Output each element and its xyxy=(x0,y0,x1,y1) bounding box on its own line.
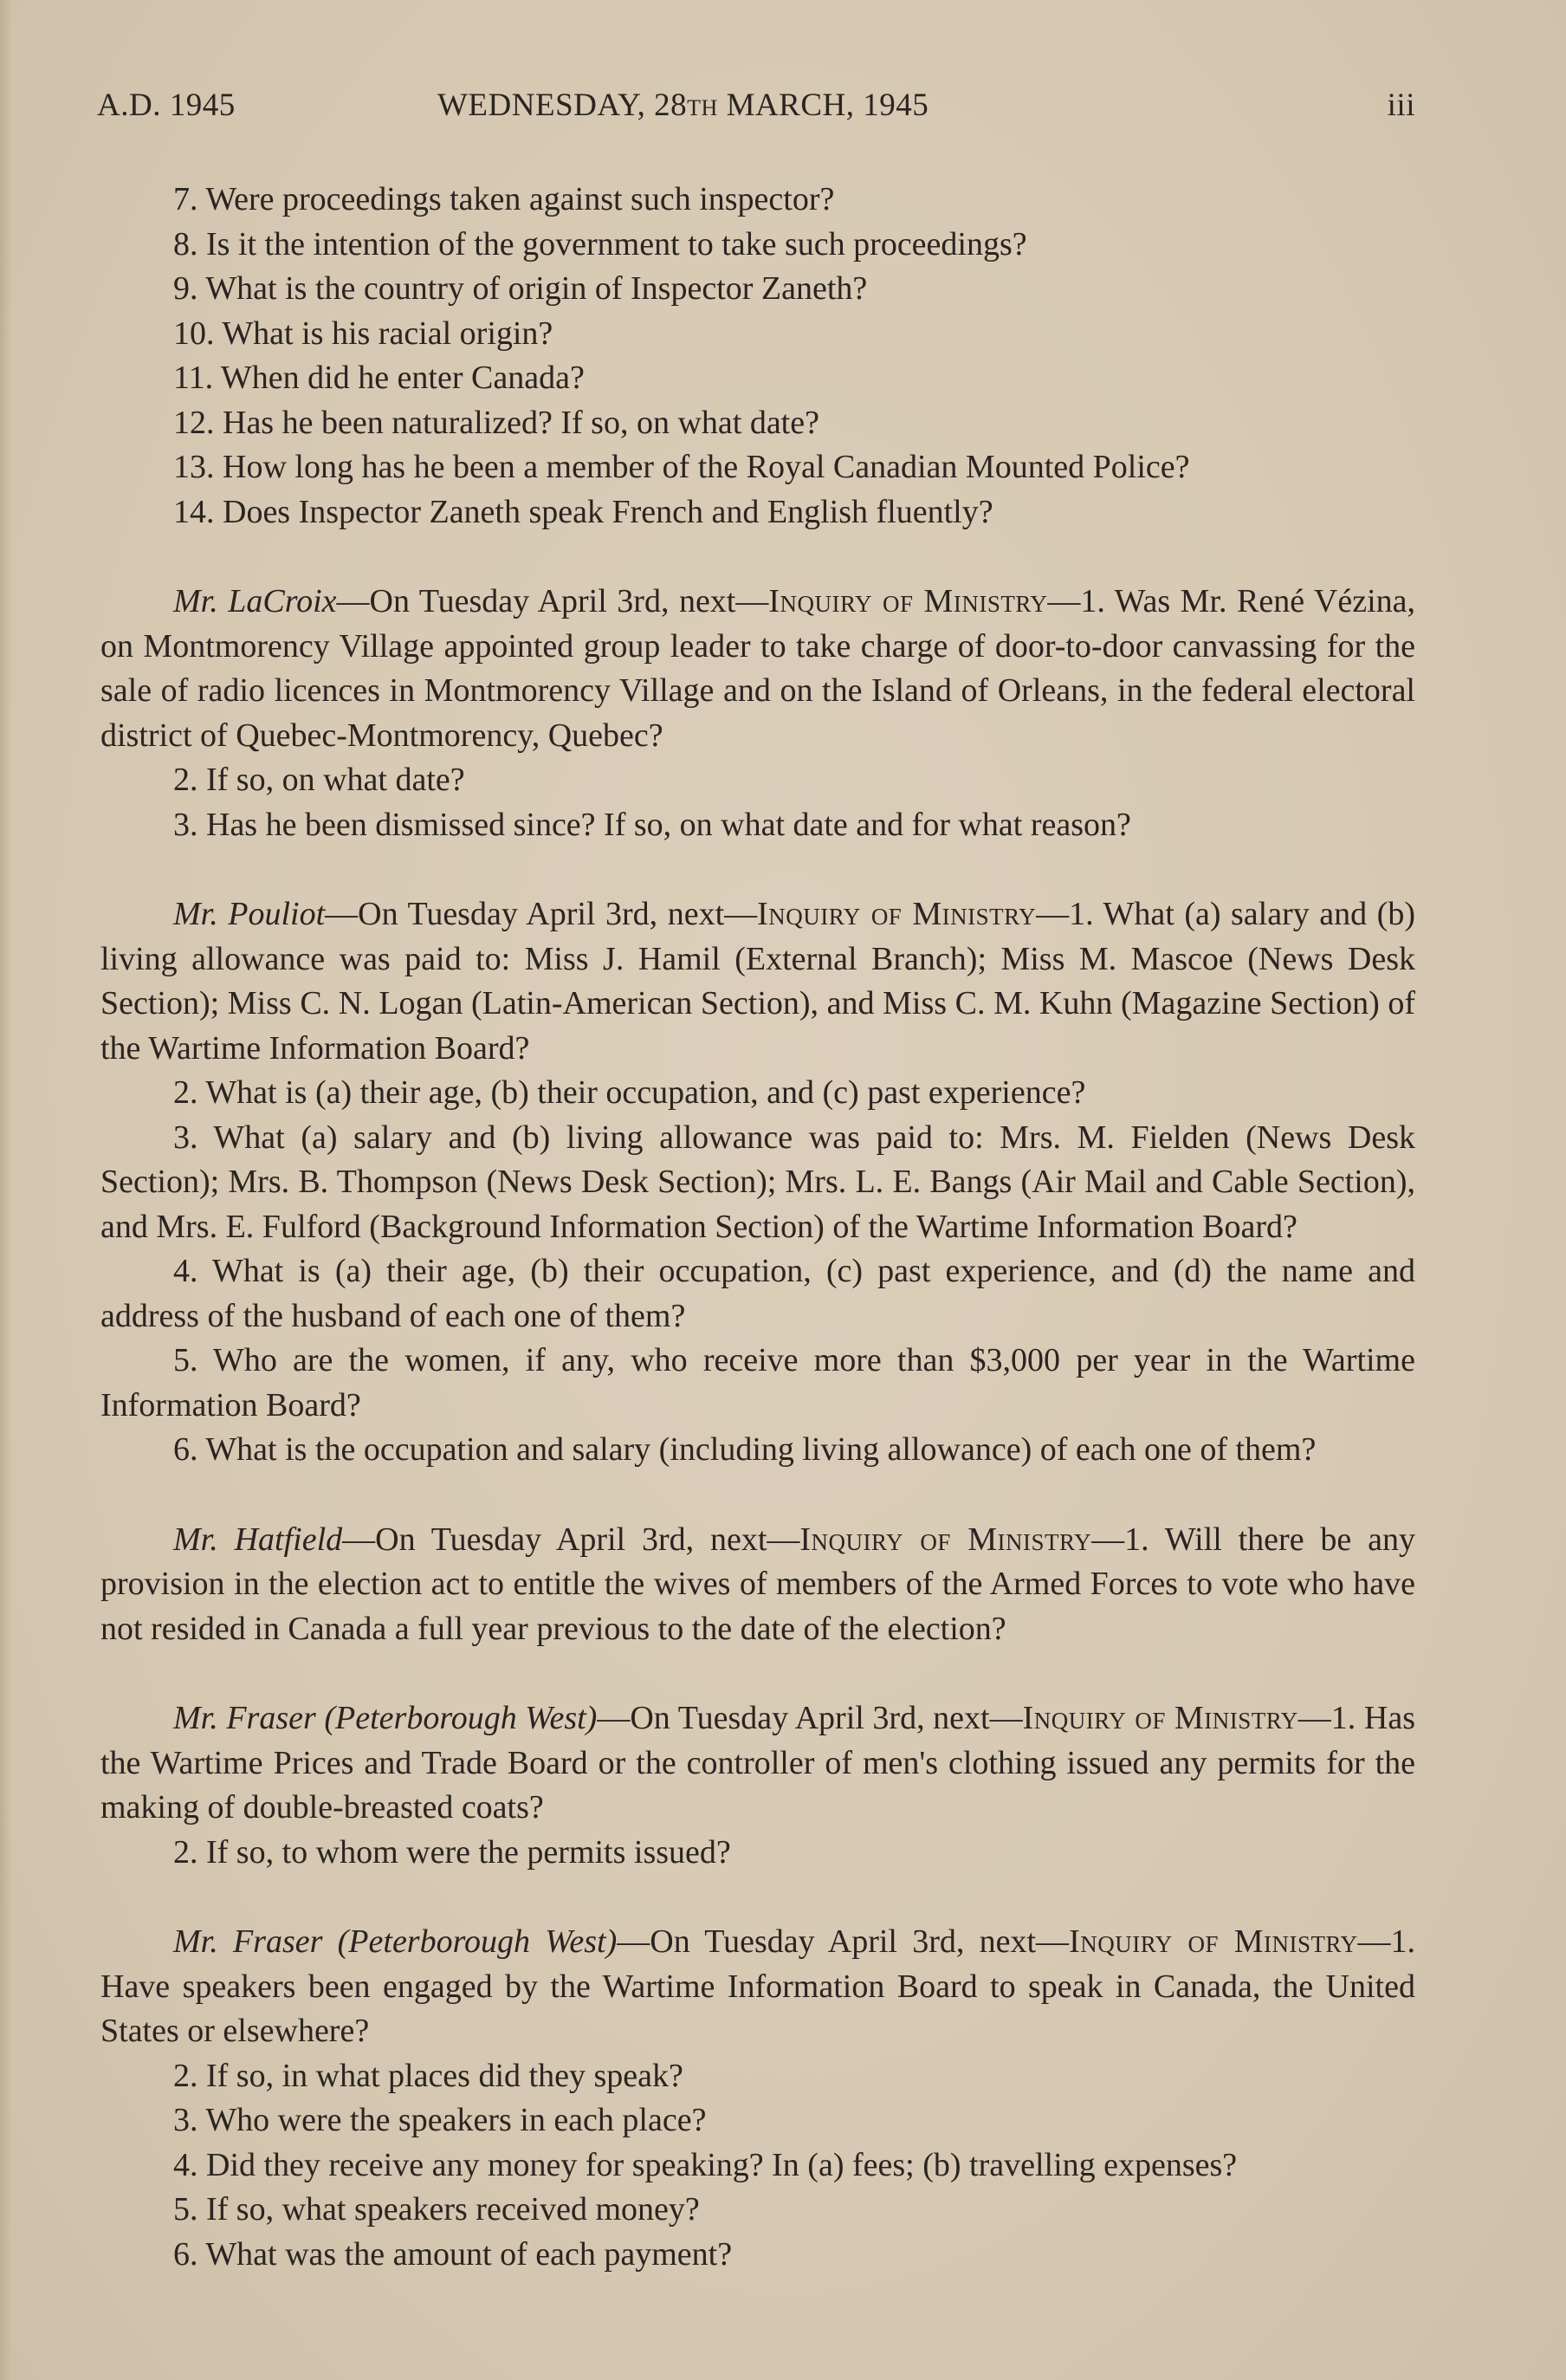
page-header xyxy=(97,87,1415,130)
inquiry-label: Inquiry of Ministry xyxy=(768,583,1048,619)
question-item: 8. Is it the intention of the government to take such proceedings? xyxy=(173,225,1027,263)
inquiry-intro: —On Tuesday April 3rd, next— xyxy=(336,583,769,619)
inquiry-text: —1. What (a) salary and (b) living allowance was paid to: Miss J. Hamil (External Branch); Miss M. Mascoe (News Desk Section); Miss C. N. Logan (Latin-American Section), and Miss C. M. Kuhn (Magazine Section) of the Wartime Information Board? xyxy=(100,896,1415,1067)
inquiry-block-fraser-2 xyxy=(100,1920,1415,2277)
inquiry-lead xyxy=(100,1696,1415,1831)
question-item: 7. Were proceedings taken against such inspector? xyxy=(173,181,835,217)
question-item: 3. Who were the speakers in each place? xyxy=(173,2102,707,2138)
question-item: 2. If so, in what places did they speak? xyxy=(173,2057,683,2094)
inquiry-text: —1. Was Mr. René Vézina, on Montmorency Village appointed group leader to take charge of door-to-door canvassing for the sale of radio licences in Montmorency Village and on the Island of Orleans, in the federal electoral district of Quebec-Montmorency, Quebec? xyxy=(100,583,1415,754)
inquiry-label: Inquiry of Ministry xyxy=(1069,1923,1358,1960)
inquiry-lead xyxy=(100,1518,1415,1652)
member-name: Mr. LaCroix xyxy=(173,583,337,619)
header-date xyxy=(437,87,929,124)
question-item: 6. What is the occupation and salary (including living allowance) of each one of them? xyxy=(173,1431,1317,1468)
question-item: 2. If so, on what date? xyxy=(173,762,465,798)
question-item: 6. What was the amount of each payment? xyxy=(173,2235,733,2273)
question-item: 3. What (a) salary and (b) living allowance was paid to: Mrs. M. Fielden (News Desk Section); Mrs. B. Thompson (News Desk Section); Mrs. L. E. Bangs (Air Mail and Cable Section), and Mrs. E. Fulford (Background Information Section) of the Wartime Information Board? xyxy=(100,1119,1415,1245)
document-body xyxy=(100,178,1415,2277)
question-item: 10. What is his racial origin? xyxy=(173,315,553,352)
header-year: A.D. 1945 xyxy=(97,88,236,123)
inquiry-block-lacroix xyxy=(100,580,1415,847)
header-date-ordinal: TH xyxy=(687,95,718,120)
inquiry-intro: —On Tuesday April 3rd, next— xyxy=(597,1700,1023,1736)
inquiry-text: —1. Have speakers been engaged by the Wartime Information Board to speak in Canada, the United States or elsewhere? xyxy=(100,1923,1416,2049)
question-item: 13. How long has he been a member of the Royal Canadian Mounted Police? xyxy=(173,449,1190,485)
question-item: 5. If so, what speakers received money? xyxy=(173,2191,700,2228)
question-item: 9. What is the country of origin of Inspector Zaneth? xyxy=(173,270,868,307)
question-item: 11. When did he enter Canada? xyxy=(173,360,585,396)
inquiry-text: —1. Will there be any provision in the election act to entitle the wives of members of the Armed Forces to vote who have not resided in Canada a full year previous to the date of the election? xyxy=(100,1521,1415,1647)
question-item: 14. Does Inspector Zaneth speak French and English fluently? xyxy=(173,493,993,530)
intro-question-list xyxy=(100,178,1415,535)
inquiry-label: Inquiry of Ministry xyxy=(757,896,1037,932)
header-date-prefix: WEDNESDAY, 28 xyxy=(437,88,688,123)
page-spine-shadow xyxy=(0,0,12,2380)
question-item: 4. What is (a) their age, (b) their occupation, (c) past experience, and (d) the name and address of the husband of each one of them? xyxy=(100,1253,1415,1334)
question-item: 2. If so, to whom were the permits issued? xyxy=(173,1833,731,1871)
question-item: 3. Has he been dismissed since? If so, on what date and for what reason? xyxy=(173,806,1131,843)
inquiry-lead xyxy=(100,1920,1415,2054)
header-date-suffix: MARCH, 1945 xyxy=(717,88,929,123)
member-name: Mr. Hatfield xyxy=(173,1521,343,1558)
inquiry-block-hatfield xyxy=(100,1518,1415,1652)
inquiry-lead xyxy=(100,892,1415,1071)
inquiry-intro: —On Tuesday April 3rd, next— xyxy=(342,1521,800,1558)
question-item: 4. Did they receive any money for speaking? In (a) fees; (b) travelling expenses? xyxy=(173,2146,1238,2183)
inquiry-intro: —On Tuesday April 3rd, next— xyxy=(325,896,758,932)
inquiry-label: Inquiry of Ministry xyxy=(1022,1700,1298,1736)
inquiry-lead xyxy=(100,580,1415,758)
question-item: 2. What is (a) their age, (b) their occupation, and (c) past experience? xyxy=(173,1074,1086,1111)
inquiry-block-pouliot xyxy=(100,892,1415,1473)
question-item: 12. Has he been naturalized? If so, on what date? xyxy=(173,404,819,441)
inquiry-text: —1. Has the Wartime Prices and Trade Board or the controller of men's clothing issued any permits for the making of double-breasted coats? xyxy=(100,1700,1415,1826)
member-name: Mr. Pouliot xyxy=(173,896,326,932)
member-name: Mr. Fraser (Peterborough West) xyxy=(173,1923,618,1960)
inquiry-block-fraser-1 xyxy=(100,1696,1415,1875)
inquiry-label: Inquiry of Ministry xyxy=(799,1521,1092,1558)
member-name: Mr. Fraser (Peterborough West) xyxy=(173,1700,598,1736)
question-item: 5. Who are the women, if any, who receive more than $3,000 per year in the Wartime Information Board? xyxy=(100,1342,1415,1423)
header-page-number: iii xyxy=(1387,88,1415,123)
inquiry-intro: —On Tuesday April 3rd, next— xyxy=(617,1923,1070,1960)
